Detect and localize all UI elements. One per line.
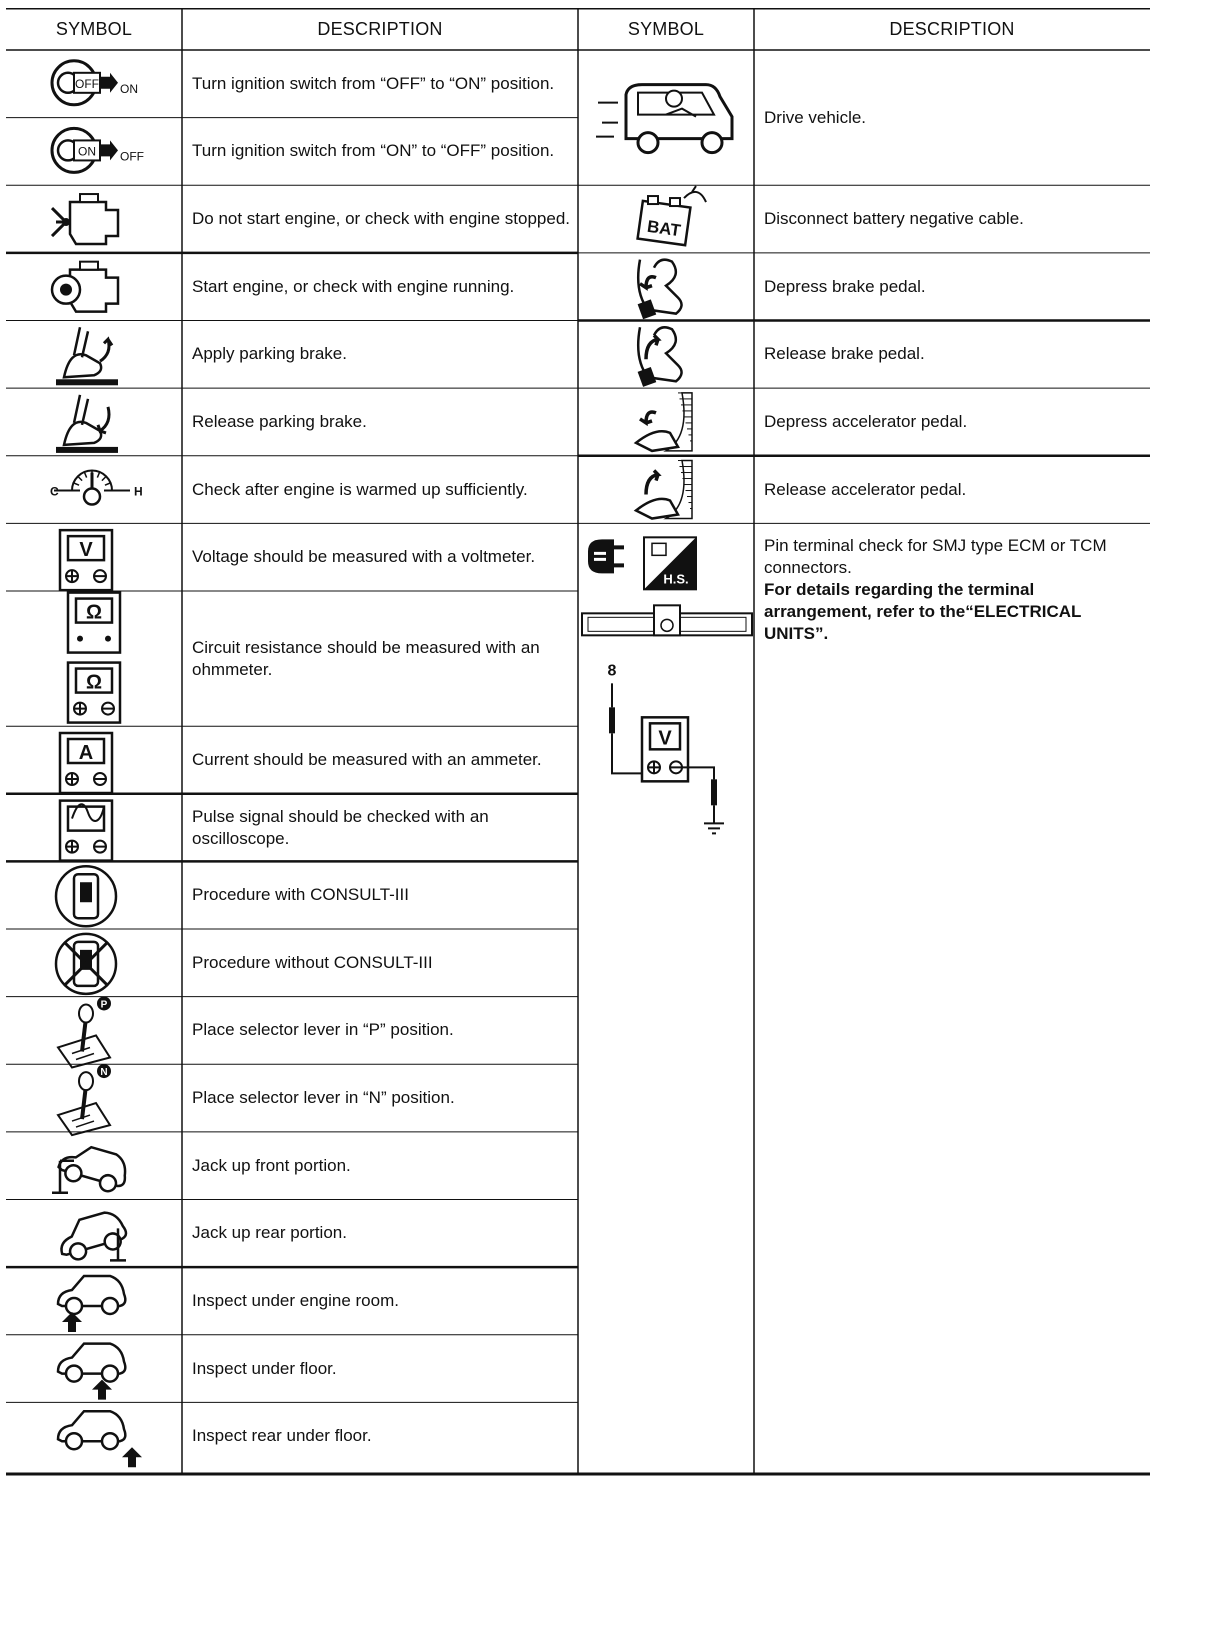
svg-text:OFF: OFF	[75, 76, 99, 91]
description-ohmmeter	[182, 591, 578, 726]
selector-lever-p-icon	[58, 996, 111, 1067]
ammeter-icon	[60, 733, 112, 793]
selector-lever-n-icon	[58, 1064, 111, 1135]
voltmeter-icon	[60, 530, 112, 590]
symbol-header-right	[578, 8, 754, 50]
drive-vehicle-icon	[596, 85, 732, 153]
description-text: Depress accelerator pedal.	[764, 411, 968, 431]
symbol-header-right-label: SYMBOL	[627, 18, 705, 39]
description-text: Start engine, or check with engine running.	[192, 276, 515, 296]
description-selector-lever-n	[182, 1064, 578, 1132]
svg-text:ON: ON	[120, 81, 138, 96]
description-text: Circuit resistance should be measured with an ohmmeter.	[192, 637, 540, 679]
description-pin-terminal-check	[754, 523, 1150, 1402]
description-inspect-rear-floor	[182, 1402, 578, 1470]
description-no-consult-iii	[182, 929, 578, 997]
description-text: Drive vehicle.	[764, 107, 867, 127]
description-text: Release accelerator pedal.	[764, 479, 967, 499]
description-ignition-on-to-off	[182, 118, 578, 186]
temperature-gauge-icon	[50, 471, 143, 505]
description-header-right-label: DESCRIPTION	[889, 18, 1015, 39]
depress-brake-pedal-icon	[638, 260, 682, 320]
description-text: Disconnect battery negative cable.	[764, 209, 1024, 229]
consult-iii-icon	[56, 866, 116, 926]
description-engine-stopped	[182, 185, 578, 253]
battery-icon	[638, 186, 706, 245]
ohmmeter-icon	[68, 593, 120, 723]
svg-text:C: C	[50, 484, 59, 499]
description-jack-up-rear	[182, 1200, 578, 1268]
jack-up-front-icon	[52, 1140, 131, 1193]
oscilloscope-icon	[60, 801, 112, 861]
svg-text:Ω: Ω	[85, 671, 103, 694]
description-text: Current should be measured with an ammeter.	[192, 749, 542, 769]
description-text: Pin terminal check for SMJ type ECM or TCM connectors.	[764, 536, 1107, 578]
description-text: Pulse signal should be checked with an oscilloscope.	[192, 806, 489, 848]
description-text: Voltage should be measured with a voltmeter.	[192, 547, 536, 567]
engine-running-icon	[52, 262, 118, 312]
description-jack-up-front	[182, 1132, 578, 1200]
description-depress-accelerator	[754, 388, 1150, 456]
description-apply-parking-brake	[182, 320, 578, 388]
symbol-table	[6, 8, 1212, 1622]
ignition-on-to-off-icon	[52, 128, 144, 172]
description-text: Apply parking brake.	[192, 344, 347, 364]
description-header-label: DESCRIPTION	[317, 18, 443, 39]
svg-text:V: V	[79, 539, 93, 562]
svg-text:H: H	[134, 484, 143, 499]
description-release-parking-brake	[182, 388, 578, 456]
description-inspect-floor	[182, 1335, 578, 1403]
description-text: Jack up rear portion.	[192, 1223, 347, 1243]
description-note: For details regarding the terminal arrangement, refer to the“ELECTRICAL UNITS”.	[764, 580, 1082, 644]
no-consult-iii-icon	[56, 934, 116, 994]
description-release-brake-pedal	[754, 320, 1150, 388]
description-text: Inspect under floor.	[192, 1358, 337, 1378]
description-text: Check after engine is warmed up sufficiently.	[192, 479, 528, 499]
inspect-engine-room-icon	[58, 1276, 125, 1332]
inspect-rear-floor-icon	[58, 1411, 142, 1467]
svg-text:8: 8	[607, 662, 617, 680]
description-temperature-gauge	[182, 456, 578, 524]
description-engine-running	[182, 253, 578, 321]
description-header	[182, 8, 578, 50]
engine-stopped-icon	[52, 194, 118, 244]
jack-up-rear-icon	[54, 1208, 127, 1261]
description-inspect-engine-room	[182, 1267, 578, 1335]
svg-text:ON: ON	[78, 144, 96, 159]
svg-text:BAT: BAT	[645, 216, 682, 241]
description-text: Jack up front portion.	[192, 1155, 351, 1175]
description-text: Inspect rear under floor.	[192, 1426, 372, 1446]
description-consult-iii	[182, 861, 578, 929]
svg-text:H.S.: H.S.	[663, 571, 689, 587]
description-text: Inspect under engine room.	[192, 1290, 399, 1310]
symbol-header-label: SYMBOL	[55, 18, 133, 39]
description-text: Release parking brake.	[192, 411, 367, 431]
svg-text:N: N	[100, 1067, 108, 1079]
description-text: Turn ignition switch from “ON” to “OFF” position.	[192, 141, 555, 161]
svg-text:OFF: OFF	[120, 149, 144, 164]
release-accelerator-icon	[636, 461, 692, 519]
description-ignition-off-to-on	[182, 50, 578, 118]
pin-terminal-check-icon	[582, 537, 752, 833]
description-oscilloscope	[182, 794, 578, 862]
description-text: Place selector lever in “P” position.	[192, 1020, 454, 1040]
depress-accelerator-icon	[636, 393, 692, 451]
symbol-header	[6, 8, 182, 50]
description-depress-brake-pedal	[754, 253, 1150, 321]
description-voltmeter	[182, 523, 578, 591]
description-release-accelerator	[754, 456, 1150, 524]
svg-text:P: P	[100, 999, 108, 1011]
inspect-floor-icon	[58, 1344, 125, 1400]
description-text: Turn ignition switch from “OFF” to “ON” position.	[192, 73, 555, 93]
description-text: Procedure without CONSULT-III	[192, 952, 433, 972]
description-selector-lever-p	[182, 997, 578, 1065]
svg-text:V: V	[658, 727, 672, 750]
description-text: Do not start engine, or check with engine stopped.	[192, 209, 571, 229]
description-text: Procedure with CONSULT-III	[192, 885, 409, 905]
description-ammeter	[182, 726, 578, 794]
ignition-off-to-on-icon	[52, 61, 138, 105]
release-brake-pedal-icon	[638, 327, 682, 387]
description-text: Depress brake pedal.	[764, 276, 926, 296]
svg-text:Ω: Ω	[85, 601, 103, 624]
description-text: Release brake pedal.	[764, 344, 925, 364]
svg-text:A: A	[78, 742, 94, 764]
description-drive-vehicle	[754, 50, 1150, 185]
description-header-right	[754, 8, 1150, 50]
description-battery	[754, 185, 1150, 253]
release-parking-brake-icon	[56, 395, 118, 453]
description-text: Place selector lever in “N” position.	[192, 1088, 455, 1108]
apply-parking-brake-icon	[56, 327, 118, 385]
